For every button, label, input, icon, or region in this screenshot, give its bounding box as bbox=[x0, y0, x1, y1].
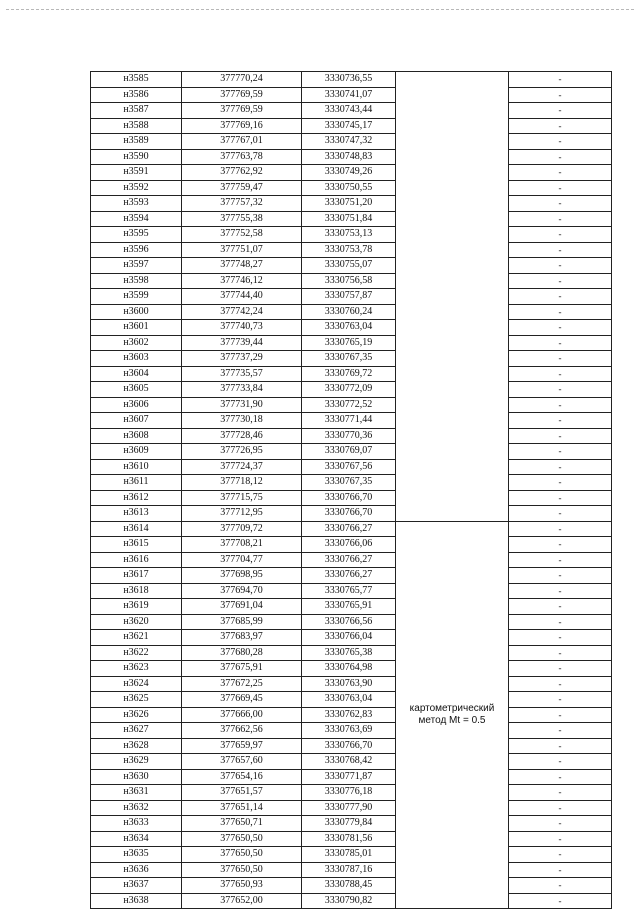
point-id-cell: н3602 bbox=[91, 335, 182, 351]
table-row bbox=[91, 692, 612, 708]
table-row bbox=[91, 862, 612, 878]
table-row bbox=[91, 382, 612, 398]
note-cell: - bbox=[509, 382, 612, 398]
y-coordinate-cell: 3330748,83 bbox=[302, 149, 396, 165]
note-cell: - bbox=[509, 490, 612, 506]
y-coordinate-cell: 3330772,52 bbox=[302, 397, 396, 413]
table-row bbox=[91, 87, 612, 103]
x-coordinate-cell: 377662,56 bbox=[182, 723, 302, 739]
x-coordinate-cell: 377650,50 bbox=[182, 831, 302, 847]
point-id-cell: н3619 bbox=[91, 599, 182, 615]
point-id-cell: н3599 bbox=[91, 289, 182, 305]
x-coordinate-cell: 377769,59 bbox=[182, 103, 302, 119]
point-id-cell: н3635 bbox=[91, 847, 182, 863]
point-id-cell: н3637 bbox=[91, 878, 182, 894]
x-coordinate-cell: 377685,99 bbox=[182, 614, 302, 630]
point-id-cell: н3614 bbox=[91, 521, 182, 537]
point-id-cell: н3604 bbox=[91, 366, 182, 382]
x-coordinate-cell: 377742,24 bbox=[182, 304, 302, 320]
note-cell: - bbox=[509, 816, 612, 832]
x-coordinate-cell: 377757,32 bbox=[182, 196, 302, 212]
point-id-cell: н3631 bbox=[91, 785, 182, 801]
x-coordinate-cell: 377746,12 bbox=[182, 273, 302, 289]
x-coordinate-cell: 377715,75 bbox=[182, 490, 302, 506]
y-coordinate-cell: 3330756,58 bbox=[302, 273, 396, 289]
table-row bbox=[91, 242, 612, 258]
y-coordinate-cell: 3330766,70 bbox=[302, 490, 396, 506]
point-id-cell: н3620 bbox=[91, 614, 182, 630]
y-coordinate-cell: 3330770,36 bbox=[302, 428, 396, 444]
note-cell: - bbox=[509, 754, 612, 770]
note-cell: - bbox=[509, 351, 612, 367]
table-row bbox=[91, 320, 612, 336]
y-coordinate-cell: 3330766,70 bbox=[302, 738, 396, 754]
point-id-cell: н3587 bbox=[91, 103, 182, 119]
note-cell: - bbox=[509, 893, 612, 909]
note-cell: - bbox=[509, 165, 612, 181]
point-id-cell: н3624 bbox=[91, 676, 182, 692]
table-row bbox=[91, 351, 612, 367]
note-cell: - bbox=[509, 273, 612, 289]
x-coordinate-cell: 377769,59 bbox=[182, 87, 302, 103]
x-coordinate-cell: 377752,58 bbox=[182, 227, 302, 243]
table-row bbox=[91, 583, 612, 599]
table-row bbox=[91, 118, 612, 134]
table-row bbox=[91, 444, 612, 460]
table-row bbox=[91, 227, 612, 243]
note-cell: - bbox=[509, 459, 612, 475]
y-coordinate-cell: 3330785,01 bbox=[302, 847, 396, 863]
x-coordinate-cell: 377762,92 bbox=[182, 165, 302, 181]
x-coordinate-cell: 377675,91 bbox=[182, 661, 302, 677]
point-id-cell: н3596 bbox=[91, 242, 182, 258]
y-coordinate-cell: 3330767,56 bbox=[302, 459, 396, 475]
x-coordinate-cell: 377651,14 bbox=[182, 800, 302, 816]
table-row bbox=[91, 537, 612, 553]
x-coordinate-cell: 377737,29 bbox=[182, 351, 302, 367]
note-cell: - bbox=[509, 242, 612, 258]
note-cell: - bbox=[509, 227, 612, 243]
x-coordinate-cell: 377650,71 bbox=[182, 816, 302, 832]
x-coordinate-cell: 377763,78 bbox=[182, 149, 302, 165]
x-coordinate-cell: 377712,95 bbox=[182, 506, 302, 522]
table-row bbox=[91, 552, 612, 568]
point-id-cell: н3593 bbox=[91, 196, 182, 212]
point-id-cell: н3612 bbox=[91, 490, 182, 506]
note-cell: - bbox=[509, 723, 612, 739]
point-id-cell: н3617 bbox=[91, 568, 182, 584]
table-row bbox=[91, 847, 612, 863]
note-cell: - bbox=[509, 149, 612, 165]
y-coordinate-cell: 3330777,90 bbox=[302, 800, 396, 816]
note-cell: - bbox=[509, 537, 612, 553]
y-coordinate-cell: 3330771,44 bbox=[302, 413, 396, 429]
x-coordinate-cell: 377728,46 bbox=[182, 428, 302, 444]
note-cell: - bbox=[509, 87, 612, 103]
point-id-cell: н3608 bbox=[91, 428, 182, 444]
point-id-cell: н3586 bbox=[91, 87, 182, 103]
table-row bbox=[91, 211, 612, 227]
point-id-cell: н3597 bbox=[91, 258, 182, 274]
x-coordinate-cell: 377751,07 bbox=[182, 242, 302, 258]
table-row bbox=[91, 630, 612, 646]
x-coordinate-cell: 377708,21 bbox=[182, 537, 302, 553]
y-coordinate-cell: 3330776,18 bbox=[302, 785, 396, 801]
note-cell: - bbox=[509, 196, 612, 212]
note-cell: - bbox=[509, 335, 612, 351]
x-coordinate-cell: 377672,25 bbox=[182, 676, 302, 692]
point-id-cell: н3616 bbox=[91, 552, 182, 568]
note-cell: - bbox=[509, 800, 612, 816]
y-coordinate-cell: 3330763,04 bbox=[302, 320, 396, 336]
y-coordinate-cell: 3330766,70 bbox=[302, 506, 396, 522]
note-cell: - bbox=[509, 521, 612, 537]
point-id-cell: н3630 bbox=[91, 769, 182, 785]
y-coordinate-cell: 3330771,87 bbox=[302, 769, 396, 785]
note-cell: - bbox=[509, 366, 612, 382]
note-cell: - bbox=[509, 630, 612, 646]
x-coordinate-cell: 377669,45 bbox=[182, 692, 302, 708]
x-coordinate-cell: 377759,47 bbox=[182, 180, 302, 196]
y-coordinate-cell: 3330747,32 bbox=[302, 134, 396, 150]
point-id-cell: н3607 bbox=[91, 413, 182, 429]
table-row bbox=[91, 366, 612, 382]
note-cell: - bbox=[509, 413, 612, 429]
point-id-cell: н3628 bbox=[91, 738, 182, 754]
y-coordinate-cell: 3330750,55 bbox=[302, 180, 396, 196]
point-id-cell: н3618 bbox=[91, 583, 182, 599]
x-coordinate-cell: 377680,28 bbox=[182, 645, 302, 661]
x-coordinate-cell: 377666,00 bbox=[182, 707, 302, 723]
x-coordinate-cell: 377724,37 bbox=[182, 459, 302, 475]
scan-top-line bbox=[6, 9, 634, 11]
point-id-cell: н3623 bbox=[91, 661, 182, 677]
y-coordinate-cell: 3330749,26 bbox=[302, 165, 396, 181]
note-cell: - bbox=[509, 707, 612, 723]
table-row bbox=[91, 754, 612, 770]
point-id-cell: н3636 bbox=[91, 862, 182, 878]
table-row bbox=[91, 72, 612, 88]
point-id-cell: н3595 bbox=[91, 227, 182, 243]
table-row bbox=[91, 490, 612, 506]
point-id-cell: н3633 bbox=[91, 816, 182, 832]
x-coordinate-cell: 377683,97 bbox=[182, 630, 302, 646]
x-coordinate-cell: 377740,73 bbox=[182, 320, 302, 336]
y-coordinate-cell: 3330751,84 bbox=[302, 211, 396, 227]
point-id-cell: н3621 bbox=[91, 630, 182, 646]
coordinates-table bbox=[90, 71, 612, 909]
y-coordinate-cell: 3330765,77 bbox=[302, 583, 396, 599]
note-cell: - bbox=[509, 676, 612, 692]
x-coordinate-cell: 377704,77 bbox=[182, 552, 302, 568]
point-id-cell: н3634 bbox=[91, 831, 182, 847]
table-row bbox=[91, 661, 612, 677]
y-coordinate-cell: 3330757,87 bbox=[302, 289, 396, 305]
note-cell: - bbox=[509, 72, 612, 88]
point-id-cell: н3605 bbox=[91, 382, 182, 398]
y-coordinate-cell: 3330736,55 bbox=[302, 72, 396, 88]
table-row bbox=[91, 816, 612, 832]
x-coordinate-cell: 377652,00 bbox=[182, 893, 302, 909]
x-coordinate-cell: 377726,95 bbox=[182, 444, 302, 460]
note-cell: - bbox=[509, 211, 612, 227]
x-coordinate-cell: 377770,24 bbox=[182, 72, 302, 88]
table-row bbox=[91, 289, 612, 305]
table-row bbox=[91, 397, 612, 413]
y-coordinate-cell: 3330768,42 bbox=[302, 754, 396, 770]
point-id-cell: н3622 bbox=[91, 645, 182, 661]
point-id-cell: н3594 bbox=[91, 211, 182, 227]
y-coordinate-cell: 3330766,27 bbox=[302, 568, 396, 584]
y-coordinate-cell: 3330779,84 bbox=[302, 816, 396, 832]
y-coordinate-cell: 3330763,69 bbox=[302, 723, 396, 739]
table-row bbox=[91, 335, 612, 351]
y-coordinate-cell: 3330763,04 bbox=[302, 692, 396, 708]
note-cell: - bbox=[509, 428, 612, 444]
x-coordinate-cell: 377730,18 bbox=[182, 413, 302, 429]
y-coordinate-cell: 3330766,27 bbox=[302, 552, 396, 568]
y-coordinate-cell: 3330769,72 bbox=[302, 366, 396, 382]
y-coordinate-cell: 3330766,06 bbox=[302, 537, 396, 553]
y-coordinate-cell: 3330790,82 bbox=[302, 893, 396, 909]
y-coordinate-cell: 3330751,20 bbox=[302, 196, 396, 212]
note-cell: - bbox=[509, 289, 612, 305]
note-cell: - bbox=[509, 847, 612, 863]
point-id-cell: н3592 bbox=[91, 180, 182, 196]
point-id-cell: н3588 bbox=[91, 118, 182, 134]
table-row bbox=[91, 878, 612, 894]
x-coordinate-cell: 377718,12 bbox=[182, 475, 302, 491]
point-id-cell: н3611 bbox=[91, 475, 182, 491]
table-row bbox=[91, 149, 612, 165]
table-row bbox=[91, 475, 612, 491]
table-row bbox=[91, 459, 612, 475]
point-id-cell: н3598 bbox=[91, 273, 182, 289]
note-cell: - bbox=[509, 785, 612, 801]
note-cell: - bbox=[509, 878, 612, 894]
x-coordinate-cell: 377654,16 bbox=[182, 769, 302, 785]
note-cell: - bbox=[509, 583, 612, 599]
method-cell bbox=[396, 72, 509, 522]
point-id-cell: н3606 bbox=[91, 397, 182, 413]
y-coordinate-cell: 3330765,38 bbox=[302, 645, 396, 661]
table-row bbox=[91, 800, 612, 816]
table-row bbox=[91, 893, 612, 909]
note-cell: - bbox=[509, 645, 612, 661]
note-cell: - bbox=[509, 614, 612, 630]
x-coordinate-cell: 377735,57 bbox=[182, 366, 302, 382]
y-coordinate-cell: 3330769,07 bbox=[302, 444, 396, 460]
point-id-cell: н3626 bbox=[91, 707, 182, 723]
table-row bbox=[91, 645, 612, 661]
note-cell: - bbox=[509, 661, 612, 677]
x-coordinate-cell: 377651,57 bbox=[182, 785, 302, 801]
x-coordinate-cell: 377731,90 bbox=[182, 397, 302, 413]
x-coordinate-cell: 377739,44 bbox=[182, 335, 302, 351]
table-row bbox=[91, 413, 612, 429]
table-row bbox=[91, 273, 612, 289]
note-cell: - bbox=[509, 304, 612, 320]
x-coordinate-cell: 377755,38 bbox=[182, 211, 302, 227]
point-id-cell: н3600 bbox=[91, 304, 182, 320]
y-coordinate-cell: 3330741,07 bbox=[302, 87, 396, 103]
x-coordinate-cell: 377709,72 bbox=[182, 521, 302, 537]
note-cell: - bbox=[509, 862, 612, 878]
y-coordinate-cell: 3330767,35 bbox=[302, 351, 396, 367]
note-cell: - bbox=[509, 692, 612, 708]
point-id-cell: н3609 bbox=[91, 444, 182, 460]
table-row bbox=[91, 723, 612, 739]
point-id-cell: н3615 bbox=[91, 537, 182, 553]
x-coordinate-cell: 377767,01 bbox=[182, 134, 302, 150]
y-coordinate-cell: 3330787,16 bbox=[302, 862, 396, 878]
coordinates-table-body bbox=[91, 72, 612, 909]
y-coordinate-cell: 3330765,91 bbox=[302, 599, 396, 615]
table-row bbox=[91, 707, 612, 723]
y-coordinate-cell: 3330760,24 bbox=[302, 304, 396, 320]
point-id-cell: н3627 bbox=[91, 723, 182, 739]
table-row bbox=[91, 769, 612, 785]
y-coordinate-cell: 3330765,19 bbox=[302, 335, 396, 351]
table-row bbox=[91, 304, 612, 320]
note-cell: - bbox=[509, 599, 612, 615]
table-row bbox=[91, 196, 612, 212]
point-id-cell: н3603 bbox=[91, 351, 182, 367]
table-row bbox=[91, 428, 612, 444]
x-coordinate-cell: 377659,97 bbox=[182, 738, 302, 754]
table-row bbox=[91, 738, 612, 754]
table-row bbox=[91, 676, 612, 692]
x-coordinate-cell: 377691,04 bbox=[182, 599, 302, 615]
point-id-cell: н3638 bbox=[91, 893, 182, 909]
table-row bbox=[91, 831, 612, 847]
point-id-cell: н3629 bbox=[91, 754, 182, 770]
table-row bbox=[91, 614, 612, 630]
y-coordinate-cell: 3330764,98 bbox=[302, 661, 396, 677]
note-cell: - bbox=[509, 118, 612, 134]
y-coordinate-cell: 3330753,13 bbox=[302, 227, 396, 243]
note-cell: - bbox=[509, 444, 612, 460]
y-coordinate-cell: 3330788,45 bbox=[302, 878, 396, 894]
table-row bbox=[91, 568, 612, 584]
y-coordinate-cell: 3330743,44 bbox=[302, 103, 396, 119]
point-id-cell: н3610 bbox=[91, 459, 182, 475]
x-coordinate-cell: 377650,93 bbox=[182, 878, 302, 894]
note-cell: - bbox=[509, 568, 612, 584]
note-cell: - bbox=[509, 738, 612, 754]
point-id-cell: н3632 bbox=[91, 800, 182, 816]
method-cell: картометрический метод Mt = 0.5 bbox=[396, 521, 509, 909]
x-coordinate-cell: 377694,70 bbox=[182, 583, 302, 599]
y-coordinate-cell: 3330755,07 bbox=[302, 258, 396, 274]
y-coordinate-cell: 3330745,17 bbox=[302, 118, 396, 134]
x-coordinate-cell: 377769,16 bbox=[182, 118, 302, 134]
point-id-cell: н3591 bbox=[91, 165, 182, 181]
x-coordinate-cell: 377650,50 bbox=[182, 862, 302, 878]
note-cell: - bbox=[509, 258, 612, 274]
y-coordinate-cell: 3330772,09 bbox=[302, 382, 396, 398]
note-cell: - bbox=[509, 769, 612, 785]
x-coordinate-cell: 377698,95 bbox=[182, 568, 302, 584]
table-row bbox=[91, 785, 612, 801]
point-id-cell: н3590 bbox=[91, 149, 182, 165]
y-coordinate-cell: 3330762,83 bbox=[302, 707, 396, 723]
table-row bbox=[91, 134, 612, 150]
x-coordinate-cell: 377733,84 bbox=[182, 382, 302, 398]
y-coordinate-cell: 3330767,35 bbox=[302, 475, 396, 491]
y-coordinate-cell: 3330766,56 bbox=[302, 614, 396, 630]
point-id-cell: н3613 bbox=[91, 506, 182, 522]
note-cell: - bbox=[509, 134, 612, 150]
point-id-cell: н3585 bbox=[91, 72, 182, 88]
y-coordinate-cell: 3330766,27 bbox=[302, 521, 396, 537]
point-id-cell: н3625 bbox=[91, 692, 182, 708]
y-coordinate-cell: 3330753,78 bbox=[302, 242, 396, 258]
table-row bbox=[91, 506, 612, 522]
table-row bbox=[91, 165, 612, 181]
note-cell: - bbox=[509, 103, 612, 119]
note-cell: - bbox=[509, 506, 612, 522]
note-cell: - bbox=[509, 397, 612, 413]
note-cell: - bbox=[509, 831, 612, 847]
point-id-cell: н3589 bbox=[91, 134, 182, 150]
x-coordinate-cell: 377657,60 bbox=[182, 754, 302, 770]
y-coordinate-cell: 3330766,04 bbox=[302, 630, 396, 646]
note-cell: - bbox=[509, 180, 612, 196]
note-cell: - bbox=[509, 320, 612, 336]
x-coordinate-cell: 377748,27 bbox=[182, 258, 302, 274]
point-id-cell: н3601 bbox=[91, 320, 182, 336]
note-cell: - bbox=[509, 475, 612, 491]
table-row bbox=[91, 258, 612, 274]
y-coordinate-cell: 3330763,90 bbox=[302, 676, 396, 692]
x-coordinate-cell: 377650,50 bbox=[182, 847, 302, 863]
table-row bbox=[91, 521, 612, 537]
y-coordinate-cell: 3330781,56 bbox=[302, 831, 396, 847]
table-row bbox=[91, 599, 612, 615]
x-coordinate-cell: 377744,40 bbox=[182, 289, 302, 305]
table-row bbox=[91, 103, 612, 119]
note-cell: - bbox=[509, 552, 612, 568]
table-row bbox=[91, 180, 612, 196]
